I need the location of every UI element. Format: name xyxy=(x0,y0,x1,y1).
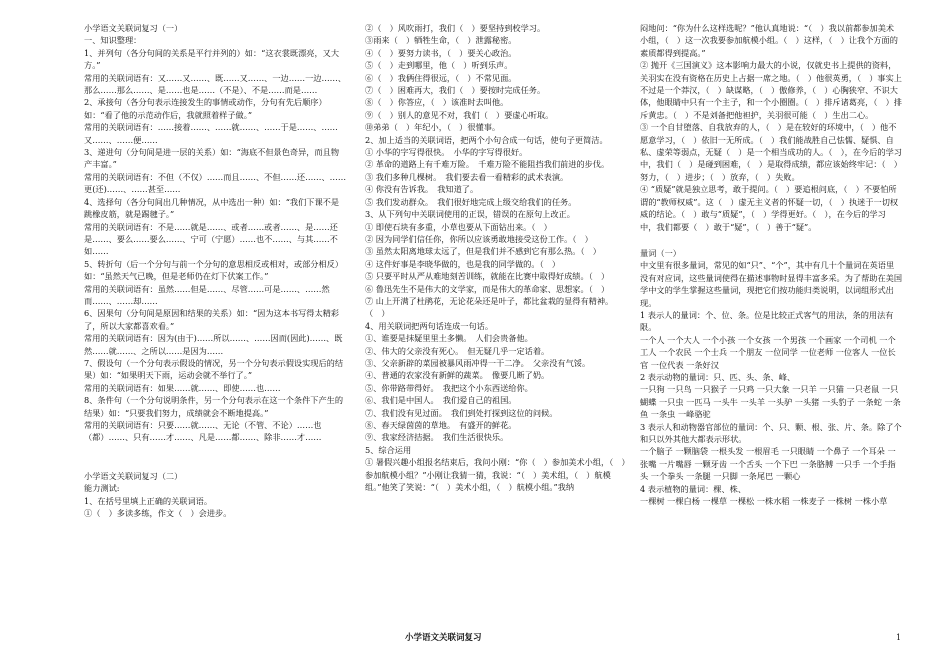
paragraph: ⑥、我们是中国人。 我们爱自己的祖国。 xyxy=(365,395,517,406)
paragraph: 小学语文关联词复习（一） xyxy=(84,23,183,33)
paragraph: 4、用关联词把两句话连成一句话。 xyxy=(365,320,494,331)
paragraph: 一只狗 一只鸟 一只猴子 一只鸡 一只大象 一只羊 一只猫 一只老鼠 一只蝴蝶 一只虫 一匹马 一头牛 一头羊 一头驴 一头猪 一头豹子 一条蛇 一条鱼 一条虫 一峰骆驼 xyxy=(640,384,901,420)
paragraph: ③ 一个自甘堕落、自我放弃的人，（ ）是在较好的环境中，（ ）他不愿意学习，（ ）依旧一无所成。（ ）我们能战胜自己怯懦、疑惧、自私、虚荣等弱点，无疑（ ）是一个相当成功的人。（ ），在今后的学习中，我们（ ）是碰到困难，（ ）是取得成绩，都应该始终牢记：（ ）努力，（ ）进步；（ ）放弃，（ ）失败。 xyxy=(640,122,902,182)
paragraph: ⑧（ ）你答应，（ ）该准时去叫他。 xyxy=(365,97,509,108)
paragraph: ② 因为同学们信任你，你所以应该勇敢地接受这份工作。（ ） xyxy=(365,233,593,244)
paragraph: 常用的关联词语有：又……又……、既……又……、一边……一边……、那么……那么……、是……也是……（不是）、不是……而是…… xyxy=(84,72,347,96)
column-1 xyxy=(84,22,347,519)
paragraph: ④ 你没有告诉我。 我知道了。 xyxy=(365,184,479,195)
paragraph: 2 表示动物的量词：只、匹、头、条、峰、 xyxy=(640,371,796,382)
paragraph: ⑦ 山上开满了杜鹃花，无论花朵还是叶子，都比盆栽的显得有精神。（ ） xyxy=(365,295,614,319)
paragraph: 常用的关联词语有：因为(由于)……所以……、……因而(因此)……、既然……就……、之所以……是因为…… xyxy=(84,333,343,356)
paragraph: 1、并列句（各分句间的关系是平行并列的）如：“这衣裳既漂亮，又大方。” xyxy=(84,47,340,71)
paragraph: ② 抛开《三国演义》这本影响力最大的小说，仅就史书上提供的资料，关羽实在没有资格在历史上占据一席之地。（ ）他很英勇，（ ）事实上不过是一个莽汉，（ ）缺谋略，（ ）傲修养，（ ）心胸狭窄、不识大体，他眼睛中只有一个主子，和一个小圈圈。（ ）排斥诸葛亮，（ ）排斥黄忠。（ ）不是刘备把他袒护，关羽很可能（ ）生出二心。 xyxy=(640,60,902,120)
column-2 xyxy=(365,22,629,493)
paragraph: 5、转折句（后一个分句与前一个分句的意思相反或相对，或部分相反）如：“虽然天气已晚，但是老师仍在灯下伏案工作。” xyxy=(84,258,344,282)
paragraph: 小学语文关联词复习（二） xyxy=(84,470,183,481)
paragraph: ④ “质疑”就是独立思考，敢于提问。（ ）要追根问底，（ ）不要怕所谓的“教师权威”。这（ ）虚无主义者的怀疑一切，（ ）执迷于一切权威的结论。（ ）敢与“质疑”，（ ）学得更好。（ ），在今后的学习中，我们都要（ ）敢于“疑”，（ ）善于“疑”。 xyxy=(640,184,899,232)
paragraph: 5、综合运用 xyxy=(365,444,412,455)
paragraph: ⑨、我家经济拮据。 我们生活很快乐。 xyxy=(365,432,509,443)
paragraph: 1、在括号里填上正确的关联词语。 xyxy=(84,495,213,506)
paragraph: 8、条件句（一个分句说明条件，另一个分句表示在这一个条件下产生的结果）如：“只要我们努力，成绩就会不断地提高。” xyxy=(84,395,344,418)
paragraph: 一棵树 一棵白杨 一棵草 一棵松 一株水稻 一株麦子 一株树 一株小草 xyxy=(640,496,888,507)
paragraph: 常用的关联词语有：只要……就……、无论（不管、不论）……也（都）……、只有……才……、凡是……都……、除非……才…… xyxy=(84,420,322,443)
paragraph: ③、父亲新辟的菜园被暴风雨冲得一干二净。 父亲没有气馁。 xyxy=(365,357,591,368)
paragraph: ① 暑假兴趣小组报名结束后，我问小刚：“你（ ）参加美术小组，（ ）参加航模小组？”小刚让我猜一猜，我说：“（ ）美术组，（ ）航模组。”他笑了笑说：“（ ）美术小组，（ ）航模小组。”我纳 xyxy=(365,457,626,493)
column-3 xyxy=(640,22,902,507)
paragraph: 常用的关联词语有：虽然……但是……、尽管……可是……、……然而……、……却…… xyxy=(84,283,330,306)
paragraph: 2、加上适当的关联词语，把两个小句合成一句话，使句子更简洁。 xyxy=(365,134,608,145)
page-number: 1 xyxy=(896,633,902,642)
section-2 xyxy=(84,470,347,520)
paragraph: ⑨（ ）别人的意见不对，我们（ ）要虚心听取。 xyxy=(365,109,554,120)
paragraph: ⑤ 只要平时从严从难地刻苦训练，就能在比赛中取得好成绩。（ ） xyxy=(365,271,610,282)
paragraph: 闷地问：“你为什么这样选呢？”他认真地说：“（ ）我以前都参加美术小组，（ ）这一次我要参加航模小组。（ ）这样，（ ）让我个方面的素质都得到提高。” xyxy=(640,23,898,58)
paragraph: ③ 虽然太阳离地球太远了，但是我们并不感到它有那么热。（ ） xyxy=(365,246,601,257)
paragraph: 7、假设句（一个分句表示假设的情况，另一个分句表示假设实现后的结果）如：“如果明天下雨，运动会就不举行了。” xyxy=(84,357,344,381)
paragraph: 4 表示植物的量词：棵、株、 xyxy=(640,483,747,494)
paragraph: ⑥（ ）我俩住得很远，（ ）不常见面。 xyxy=(365,72,517,83)
paragraph: ⑤（ ）走到哪里，他（ ）听到乐声。 xyxy=(365,60,513,71)
paragraph: ②（ ）风吹雨打，我们（ ）要坚持到校学习。 xyxy=(365,23,546,33)
paragraph: ⑧、春天绿茵茵的草地。 有盛开的鲜花。 xyxy=(365,420,517,430)
paragraph: 一个人 一个大人 一个小孩 一个女孩 一个男孩 一个画家 一个司机 一个工人 一个农民 一个士兵 一个朋友 一位同学 一位老师 一位客人 一位长官 一位代表 一条好汉 xyxy=(640,334,896,370)
paragraph: ⑥ 鲁迅先生不是伟大的文学家，而是伟大的革命家、思想家。（ ） xyxy=(365,283,610,294)
paragraph: ⑦、我们没有见过面。 我们到处打探到这位的问候。 xyxy=(365,407,558,418)
paragraph: 量词（一） xyxy=(640,247,681,258)
paragraph: 6、因果句（分句间是原因和结果的关系）如：“因为这本书写得太精彩了，所以大家都喜欢看。” xyxy=(84,308,340,331)
paragraph: ⑦（ ）困难再大，我们（ ）要按时完成任务。 xyxy=(365,85,546,96)
paragraph: 一个脑子 一颗脑袋 一根头发 一根眉毛 一只眼睛 一个鼻子 一个耳朵 一张嘴 一片嘴唇 一颗牙齿 一个舌头 一个下巴 一条胳膊 一只手 一个手指头 一个拳头 一条腿 一只脚 一条尾巴 一颗心 xyxy=(640,446,896,482)
paragraph: ⑩弟弟（ ）年纪小，（ ）很懂事。 xyxy=(365,122,501,133)
paragraph: 一、知识整理： xyxy=(84,35,142,46)
paragraph: ④ 这件好事是李晓华做的，也是我的同学做的。（ ） xyxy=(365,258,561,269)
paragraph: 中文里有很多量词，常见的如“只”、“个”，其中有几十个量词在英语里没有对应词，这些量词使得在描述事物时显得丰富多采。为了帮助在美国学中文的学生掌握这些量词，现把它们按功能归类说明，以词组形式出现。 xyxy=(640,260,903,308)
paragraph: ③ 我们多种几棵树。 我们要去看一看精彩的武术表演。 xyxy=(365,171,569,182)
paragraph: 4、选择句（各分句间出几种情况，从中选出一种）如：“我们下课不是跳橡皮筋，就是踢毽子。” xyxy=(84,196,340,220)
paragraph: 2、承接句（各分句表示连接发生的事情或动作，分句有先后顺序）如：“看了他的示范动作后，我就照着样子做。” xyxy=(84,97,327,120)
paragraph: ④、普通的农家没有新鲜的蔬菜。 像要几断了奶。 xyxy=(365,370,550,381)
paragraph: ① 即使石块有多重，小草也要从下面钻出来。（ ） xyxy=(365,221,552,232)
paragraph: 常用的关联词语有：不但（不仅）……而且……、不但……还……、……更(还)……、……甚至…… xyxy=(84,171,347,195)
paragraph: ② 革命的道路上有千难万险。 千难万险不能阻挡我们前进的步伐。 xyxy=(365,159,610,170)
paragraph: ⑤、你带路带得好。 我把这个小东西送给你。 xyxy=(365,382,533,393)
paragraph: ①、谁要是抹疑里里土多懒。 人们会贵备他。 xyxy=(365,333,533,344)
paragraph: 常用的关联词语有：不是……就是……、或者……或者……、是……还是……、要么……要么……、宁可（宁愿）……也不……、与其……不如…… xyxy=(84,221,338,257)
paragraph: ①（ ）多读多练，作文（ ）会进步。 xyxy=(84,508,232,519)
paragraph: ① 小华的字写得很快。 小华的字写得很好。 xyxy=(365,147,528,158)
paragraph: 常用的关联词语有：如果……就……、即使……也…… xyxy=(84,382,281,393)
page-footer: 小学语文关联词复习 xyxy=(405,633,482,643)
paragraph: ②、伟大的父亲没有死心。 但无疑几乎一定话着。 xyxy=(365,345,550,356)
paragraph: 常用的关联词语有：……接着……、……就……、……于是……、……又……、……便…… xyxy=(84,122,338,145)
paragraph: 1 表示人的量词：个、位、条。位是比较正式客气的用法，条的用法有限。 xyxy=(640,309,894,333)
paragraph: 能力测试: xyxy=(84,483,120,494)
paragraph: ⑤ 我们发动群众。 我们很好地完成上级交给我们的任务。 xyxy=(365,196,577,207)
paragraph: ③雨来（ ）牺牲生命，（ ）泄露秘密。 xyxy=(365,35,517,46)
paragraph: 3、从下列句中关联词使用的正误，错误的在原句上改正。 xyxy=(365,209,575,220)
section-1 xyxy=(84,22,347,444)
paragraph: 3、递进句（分句间是进一层的关系）如：“海底不但景色奇异，而且物产丰富。” xyxy=(84,147,340,170)
paragraph: ④（ ）要努力读书，（ ）要关心政治。 xyxy=(365,47,517,58)
paragraph: 3 表示人和动物器官部位的量词：个、只、颗、根、张、片、条。除了个和只以外其他大都表示形状。 xyxy=(640,421,902,444)
